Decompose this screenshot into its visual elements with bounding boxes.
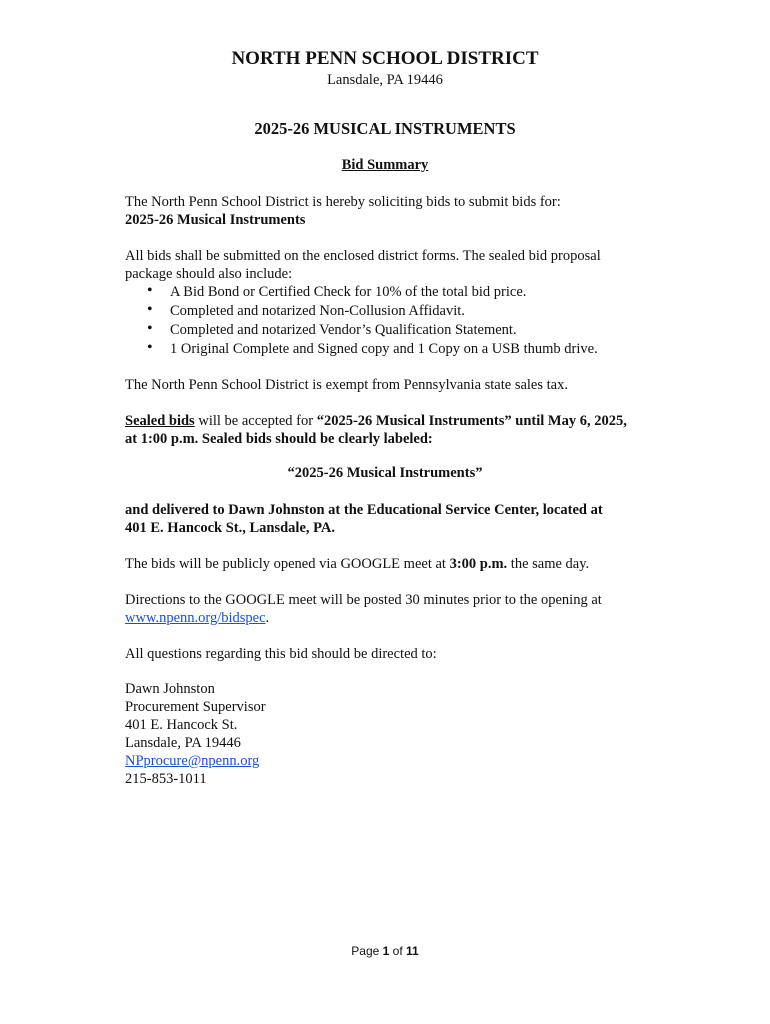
- sealed-bids-paragraph: [125, 412, 705, 448]
- directions-period: .: [265, 610, 270, 626]
- questions-line: All questions regarding this bid should be directed to:: [125, 646, 437, 662]
- requirements-line-1: All bids shall be submitted on the enclosed district forms. The sealed bid proposal: [125, 248, 601, 264]
- sealed-bids-mid: will be accepted for: [194, 413, 317, 429]
- page-footer: [0, 944, 770, 958]
- requirements-line-2: package should also include:: [125, 266, 293, 282]
- contact-role: Procurement Supervisor: [125, 699, 266, 715]
- opening-after: the same day.: [507, 556, 590, 572]
- directions-line: Directions to the GOOGLE meet will be posted 30 minutes prior to the opening at: [125, 592, 602, 608]
- opening-paragraph: [125, 555, 705, 573]
- footer-page-total: 11: [406, 944, 419, 958]
- list-item: • Completed and notarized Vendor’s Qualification Statement.: [125, 321, 685, 340]
- tax-note: The North Penn School District is exempt from Pennsylvania state sales tax.: [125, 377, 568, 393]
- list-item: • Completed and notarized Non-Collusion Affidavit.: [125, 302, 685, 321]
- section-heading: Bid Summary: [341, 157, 429, 173]
- intro-item: 2025-26 Musical Instruments: [125, 212, 306, 228]
- sealed-bids-label: Sealed bids: [125, 413, 195, 429]
- contact-email-link[interactable]: NPprocure@npenn.org: [125, 753, 260, 769]
- delivery-line-2: 401 E. Hancock St., Lansdale, PA.: [125, 520, 336, 536]
- footer-of-word: of: [389, 944, 407, 958]
- requirements-list: [125, 283, 685, 359]
- delivery-paragraph: [125, 501, 705, 537]
- footer-page-number: 1: [382, 944, 390, 958]
- bidspec-link[interactable]: www.npenn.org/bidspec: [125, 610, 266, 626]
- footer-page-word: Page: [351, 944, 383, 958]
- contact-street: 401 E. Hancock St.: [125, 717, 238, 733]
- district-name: NORTH PENN SCHOOL DISTRICT: [231, 48, 539, 69]
- document-title: 2025-26 MUSICAL INSTRUMENTS: [254, 119, 516, 138]
- bid-label: “2025-26 Musical Instruments”: [287, 465, 483, 481]
- delivery-line-1: and delivered to Dawn Johnston at the Educational Service Center, located at: [125, 502, 603, 518]
- opening-text: The bids will be publicly opened via GOOGLE meet at: [125, 556, 450, 572]
- opening-time: 3:00 p.m.: [449, 556, 508, 572]
- directions-paragraph: [125, 591, 705, 627]
- requirements-paragraph: [125, 247, 685, 283]
- intro-paragraph: [125, 193, 685, 229]
- district-location: Lansdale, PA 19446: [327, 72, 443, 88]
- sealed-bids-title: “2025-26 Musical Instruments” until May 6, 2025,: [316, 413, 627, 429]
- contact-phone: 215-853-1011: [125, 771, 207, 787]
- list-item: • A Bid Bond or Certified Check for 10% of the total bid price.: [125, 283, 685, 302]
- sealed-bids-deadline: at 1:00 p.m. Sealed bids should be clearly labeled:: [125, 431, 433, 447]
- contact-city: Lansdale, PA 19446: [125, 735, 241, 751]
- intro-line: The North Penn School District is hereby soliciting bids to submit bids for:: [125, 194, 561, 210]
- list-item: • 1 Original Complete and Signed copy and 1 Copy on a USB thumb drive.: [125, 340, 685, 359]
- contact-name: Dawn Johnston: [125, 681, 215, 697]
- contact-block: [125, 680, 525, 788]
